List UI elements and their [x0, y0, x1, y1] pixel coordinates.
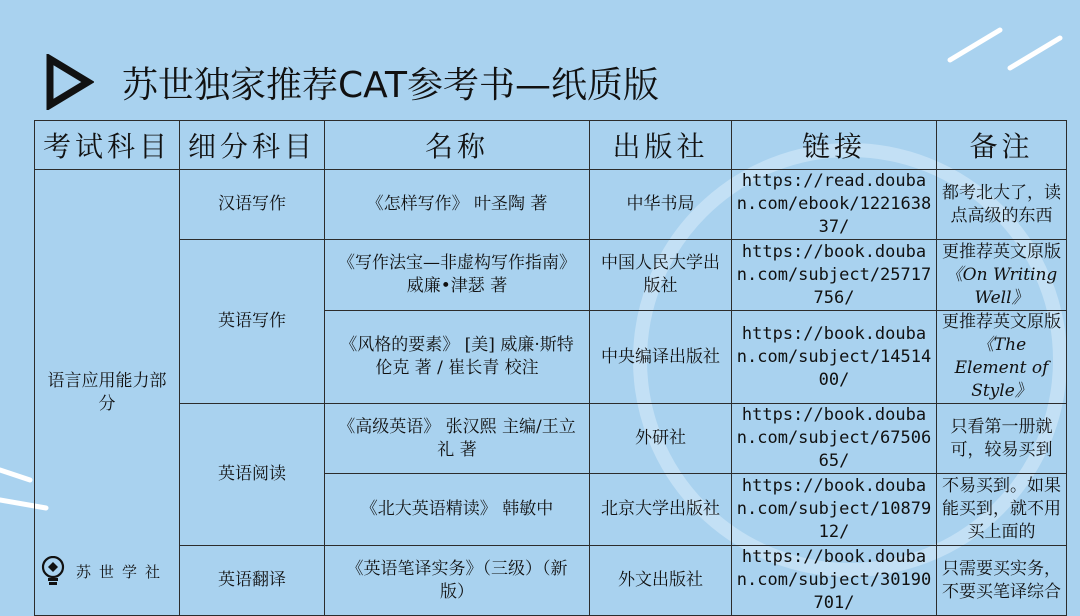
link-cell[interactable]: https://book.douban.com/subject/30190701/ — [732, 546, 937, 616]
header-publisher: 出版社 — [590, 121, 732, 170]
link-cell[interactable]: https://book.douban.com/subject/1451400/ — [732, 311, 937, 404]
note-book-title: 《On Writing Well》 — [945, 264, 1058, 308]
note-cell: 不易买到。如果能买到，就不用买上面的 — [937, 474, 1067, 546]
book-title-cell: 《高级英语》 张汉熙 主编/王立礼 著 — [325, 404, 590, 474]
table-header-row — [35, 121, 1067, 170]
note-prefix: 更推荐英文原版 — [942, 241, 1061, 262]
publisher-cell: 中华书局 — [590, 170, 732, 240]
play-triangle-icon — [44, 54, 94, 110]
publisher-cell: 中国人民大学出版社 — [590, 240, 732, 311]
book-title-cell: 《怎样写作》 叶圣陶 著 — [325, 170, 590, 240]
book-title-cell: 《写作法宝—非虚构写作指南》威廉•津瑟 著 — [325, 240, 590, 311]
sub-subject-cell: 英语阅读 — [180, 404, 325, 546]
note-cell — [937, 311, 1067, 404]
book-title-cell: 《风格的要素》 [美] 威廉·斯特伦克 著 / 崔长青 校注 — [325, 311, 590, 404]
table-row — [35, 404, 1067, 474]
link-cell[interactable]: https://book.douban.com/subject/6750665/ — [732, 404, 937, 474]
header-sub-subject: 细分科目 — [180, 121, 325, 170]
lightbulb-logo-icon — [40, 556, 66, 586]
note-cell: 只看第一册就可，较易买到 — [937, 404, 1067, 474]
brand-logo-text: 苏世学社 — [76, 562, 169, 581]
link-cell[interactable]: https://book.douban.com/subject/25717756/ — [732, 240, 937, 311]
title-row — [44, 52, 659, 112]
note-book-title: 《The Element of Style》 — [954, 335, 1049, 401]
brand-logo — [40, 556, 168, 586]
book-table — [34, 120, 1067, 616]
table-row — [35, 170, 1067, 240]
page-title: 苏世独家推荐CAT参考书—纸质版 — [122, 64, 659, 106]
exam-subject-cell: 语言应用能力部分 — [35, 170, 180, 616]
publisher-cell: 外研社 — [590, 404, 732, 474]
note-cell: 只需要买实务，不要买笔译综合 — [937, 546, 1067, 616]
link-cell[interactable]: https://read.douban.com/ebook/122163837/ — [732, 170, 937, 240]
sub-subject-cell: 英语翻译 — [180, 546, 325, 616]
note-cell: 都考北大了，读点高级的东西 — [937, 170, 1067, 240]
table-row — [35, 546, 1067, 616]
note-prefix: 更推荐英文原版 — [942, 312, 1061, 332]
publisher-cell: 北京大学出版社 — [590, 474, 732, 546]
header-note: 备注 — [937, 121, 1067, 170]
table-row — [35, 240, 1067, 311]
header-link: 链接 — [732, 121, 937, 170]
note-cell — [937, 240, 1067, 311]
publisher-cell: 中央编译出版社 — [590, 311, 732, 404]
publisher-cell: 外文出版社 — [590, 546, 732, 616]
book-title-cell: 《英语笔译实务》（三级）（新版） — [325, 546, 590, 616]
book-title-cell: 《北大英语精读》 韩敏中 — [325, 474, 590, 546]
header-name: 名称 — [325, 121, 590, 170]
header-exam-subject: 考试科目 — [35, 121, 180, 170]
link-cell[interactable]: https://book.douban.com/subject/1087912/ — [732, 474, 937, 546]
sub-subject-cell: 英语写作 — [180, 240, 325, 404]
sub-subject-cell: 汉语写作 — [180, 170, 325, 240]
